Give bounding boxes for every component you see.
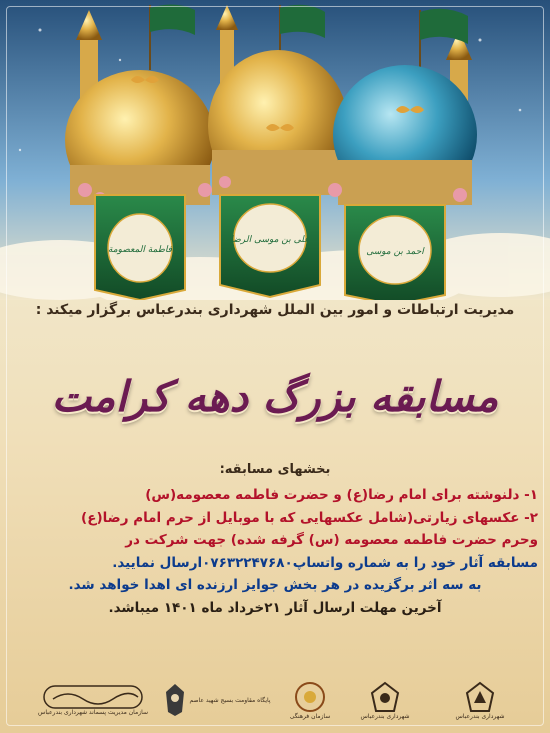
info-line-3: آخرین مهلت ارسال آثار ۲۱خرداد ماه ۱۴۰۱ میباشد. (108, 599, 442, 616)
item-1: ۱- دلنوشته برای امام رضا(ع) و حضرت فاطمه معصومه(س) (145, 487, 538, 503)
mid-logo-text: سازمان فرهنگی (289, 712, 331, 720)
shrine-artwork (0, 0, 550, 300)
sponsor-logos (0, 676, 550, 726)
municipality-logo-icon (463, 681, 497, 713)
calligraphy-logo (38, 676, 148, 724)
calligraphy-logo-text: سازمان مدیریت پسماند شهرداری بندرعباس (38, 708, 148, 716)
org-logo-text: شهرداری بندرعباس (360, 712, 410, 720)
info-line-1: مسابقه آثار خود را به شماره واتساپ۰۷۶۳۲۲۴۷۶۸۰ارسال نمایید. (112, 554, 538, 571)
basij-logo-text: پایگاه مقاومت بسیج شهید عاصم (189, 696, 271, 704)
municipality-logo (440, 676, 520, 724)
organizer-line: مدیریت ارتباطات و امور بین الملل شهرداری بندرعباس برگزار میکند : (35, 302, 515, 318)
org-logo (350, 676, 420, 724)
info-line-2: به سه اثر برگزیده در هر بخش جوایز ارزنده ای اهدا خواهد شد. (68, 577, 482, 593)
basij-emblem-icon (162, 682, 188, 718)
calligraphy-logo-mark (43, 685, 143, 709)
banner-text-2: علی بن موسی الرضا (230, 235, 310, 245)
poster-title: مسابقه بزرگ دهه کرامت (51, 372, 499, 421)
mid-logo-icon (290, 681, 330, 713)
mid-logo (280, 676, 340, 724)
contest-details (12, 484, 538, 619)
org-logo-icon (368, 681, 402, 713)
municipality-logo-text: شهرداری بندرعباس (455, 712, 505, 720)
banner-text-3: احمد بن موسی (366, 247, 424, 257)
basij-logo (190, 676, 270, 724)
item-2: ۲- عکسهای زیارتی(شامل عکسهایی که با موبایل از حرم امام رضا(ع) (81, 509, 538, 526)
item-2-continued: وحرم حضرت فاطمه معصومه (س) گرفه شده) جهت شرکت در (125, 532, 538, 548)
banner-text-1: فاطمة المعصومة (108, 245, 172, 255)
sections-label: بخشهای مسابقه: (219, 462, 331, 477)
basij-emblem (160, 676, 190, 724)
